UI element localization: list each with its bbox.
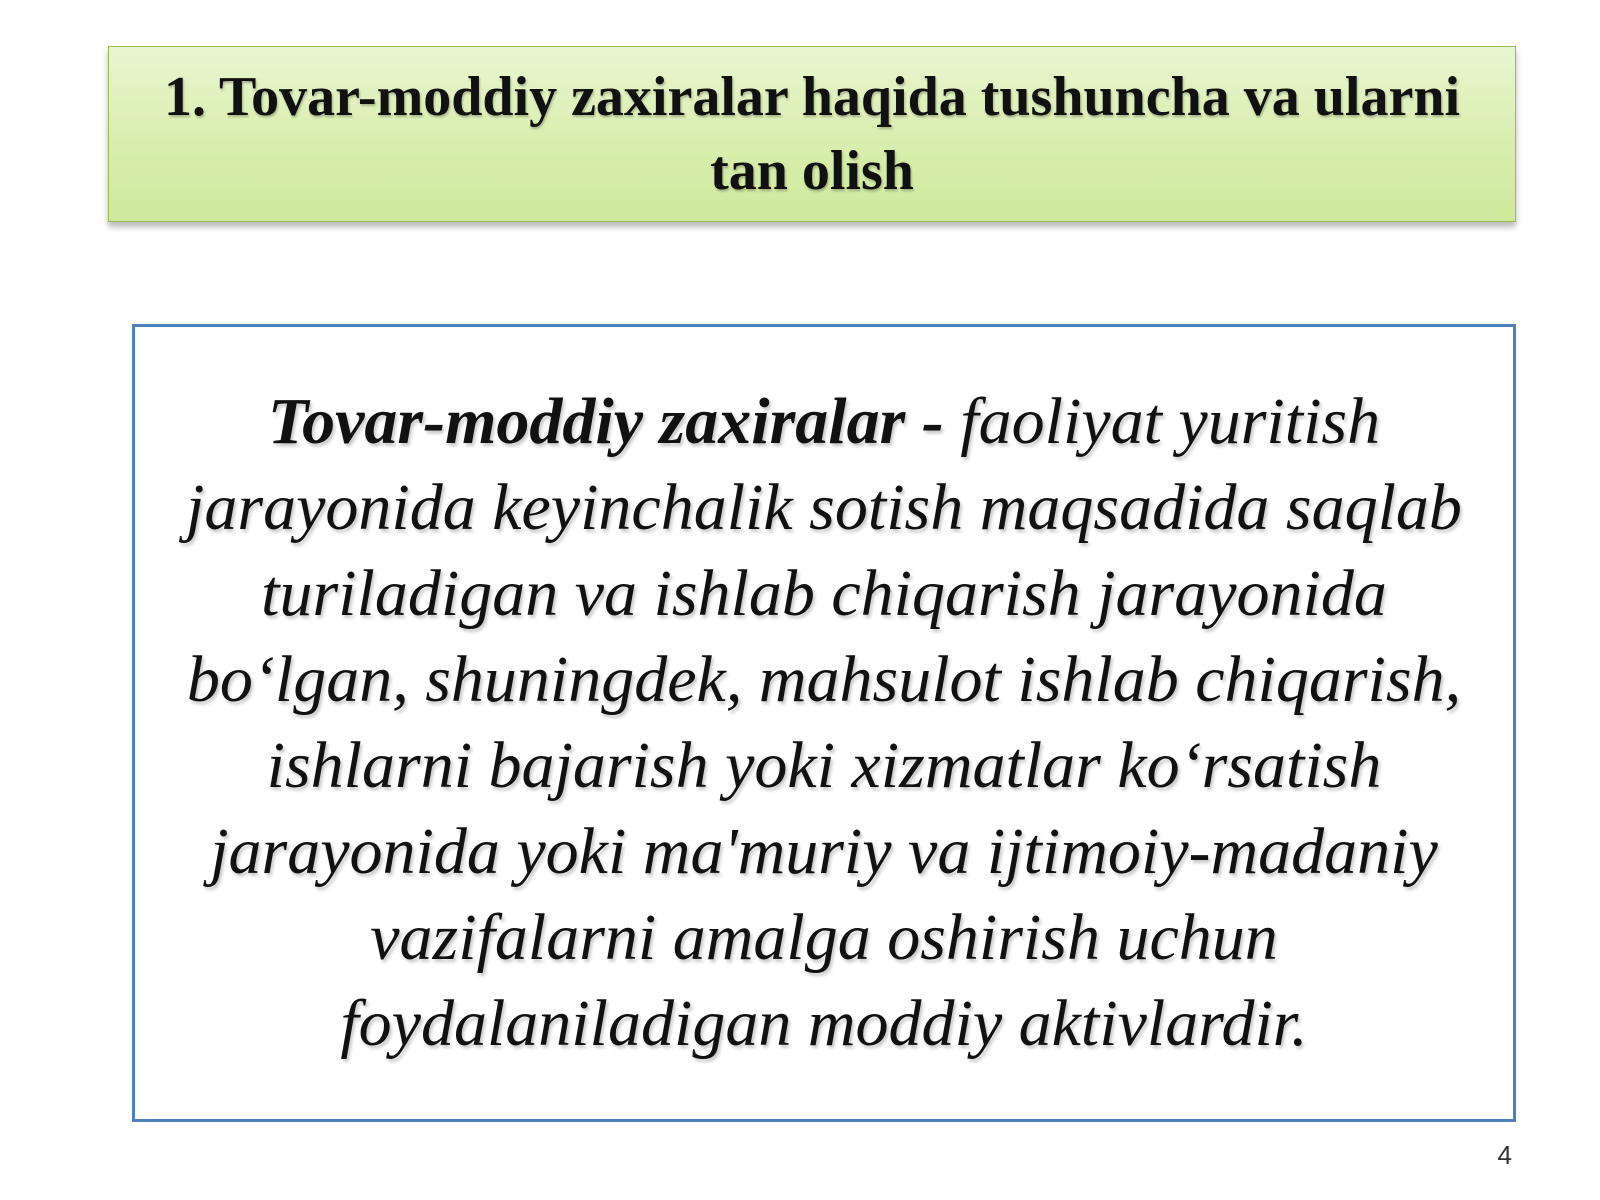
- title-box: [108, 46, 1516, 222]
- definition-text: [145, 379, 1503, 1067]
- definition-term: Tovar-moddiy zaxiralar: [267, 385, 906, 458]
- definition-box: [132, 324, 1516, 1122]
- definition-separator: -: [905, 385, 961, 458]
- slide-title: 1. Tovar-moddiy zaxiralar haqida tushuncha va ularni tan olish: [163, 66, 1461, 202]
- page-number: 4: [1497, 1140, 1512, 1170]
- definition-body: faoliyat yuritish jarayonida keyinchalik sotish maqsadida saqlab turiladigan va ishlab chiqarish jarayonida bo‘lgan, shuningdek, mahsulot ishlab chiqarish, ishlarni bajarish yoki xizmatlar ko‘rsatish jarayonida yoki ma'muriy va ijtimoiy-madaniy vazifalarni amalga oshirish uchun foydalaniladigan moddiy aktivlardir.: [186, 385, 1462, 1060]
